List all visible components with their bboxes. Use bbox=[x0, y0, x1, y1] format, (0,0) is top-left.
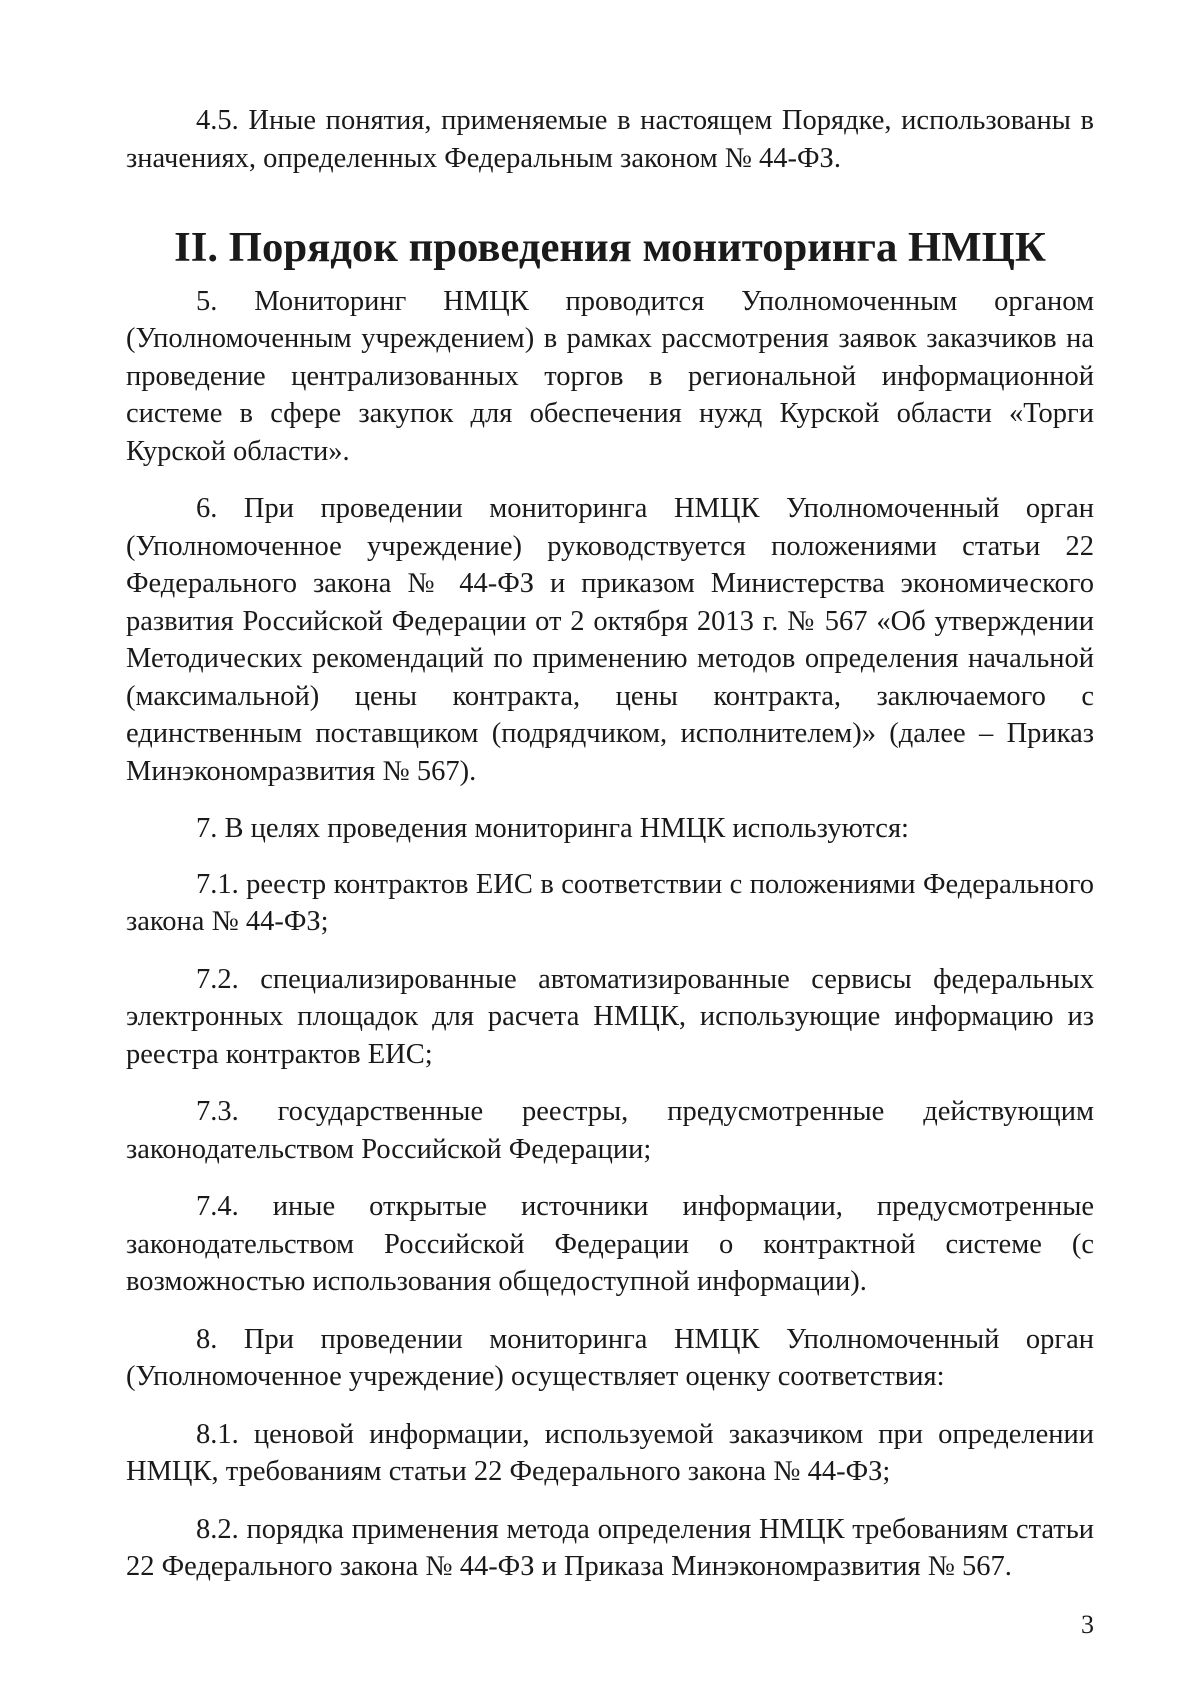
document-page bbox=[126, 102, 1094, 1606]
paragraph-4-5: 4.5. Иные понятия, применяемые в настоящем Порядке, использованы в значениях, определенных Федеральным законом № 44-ФЗ. bbox=[126, 105, 1094, 174]
page-number: 3 bbox=[1081, 1610, 1094, 1639]
section-title: II. Порядок проведения мониторинга НМЦК bbox=[174, 224, 1046, 271]
paragraph-8-2: 8.2. порядка применения метода определения НМЦК требованиям статьи 22 Федерального закона № 44-ФЗ и Приказа Минэкономразвития № 567. bbox=[126, 1513, 1094, 1582]
paragraph-8: 8. При проведении мониторинга НМЦК Уполномоченный орган (Уполномоченное учреждение) осуществляет оценку соответствия: bbox=[126, 1323, 1094, 1392]
paragraph-7: 7. В целях проведения мониторинга НМЦК используются: bbox=[196, 813, 909, 844]
paragraph-7-4: 7.4. иные открытые источники информации, предусмотренные законодательством Российской Федерации о контрактной системе (с возможностью использования общедоступной информации). bbox=[126, 1191, 1094, 1297]
paragraph-7-2: 7.2. специализированные автоматизированные сервисы федеральных электронных площадок для расчета НМЦК, использующие информацию из реестра контрактов ЕИС; bbox=[126, 963, 1094, 1070]
paragraph-6: 6. При проведении мониторинга НМЦК Уполномоченный орган (Уполномоченное учреждение) руководствуется положениями статьи 22 Федерального закона № 44-ФЗ и приказом Министерства экономического развития Российской Федерации от 2 октября 2013 г. № 567 «Об утверждении Методических рекомендаций по применению методов определения начальной (максимальной) цены контракта, цены контракта, заключаемого с единственным поставщиком (подрядчиком, исполнителем)» (далее – Приказ Минэкономразвития № 567). bbox=[126, 493, 1094, 787]
paragraph-7-3: 7.3. государственные реестры, предусмотренные действующим законодательством Российской Федерации; bbox=[126, 1096, 1094, 1165]
paragraph-5: 5. Мониторинг НМЦК проводится Уполномоченным органом (Уполномоченным учреждением) в рамках рассмотрения заявок заказчиков на проведение централизованных торгов в региональной информационной системе в сфере закупок для обеспечения нужд Курской области «Торги Курской области». bbox=[126, 285, 1094, 467]
paragraph-7-1: 7.1. реестр контрактов ЕИС в соответствии с положениями Федерального закона № 44-ФЗ; bbox=[126, 868, 1094, 937]
paragraph-8-1: 8.1. ценовой информации, используемой заказчиком при определении НМЦК, требованиям статьи 22 Федерального закона № 44-ФЗ; bbox=[126, 1418, 1094, 1487]
